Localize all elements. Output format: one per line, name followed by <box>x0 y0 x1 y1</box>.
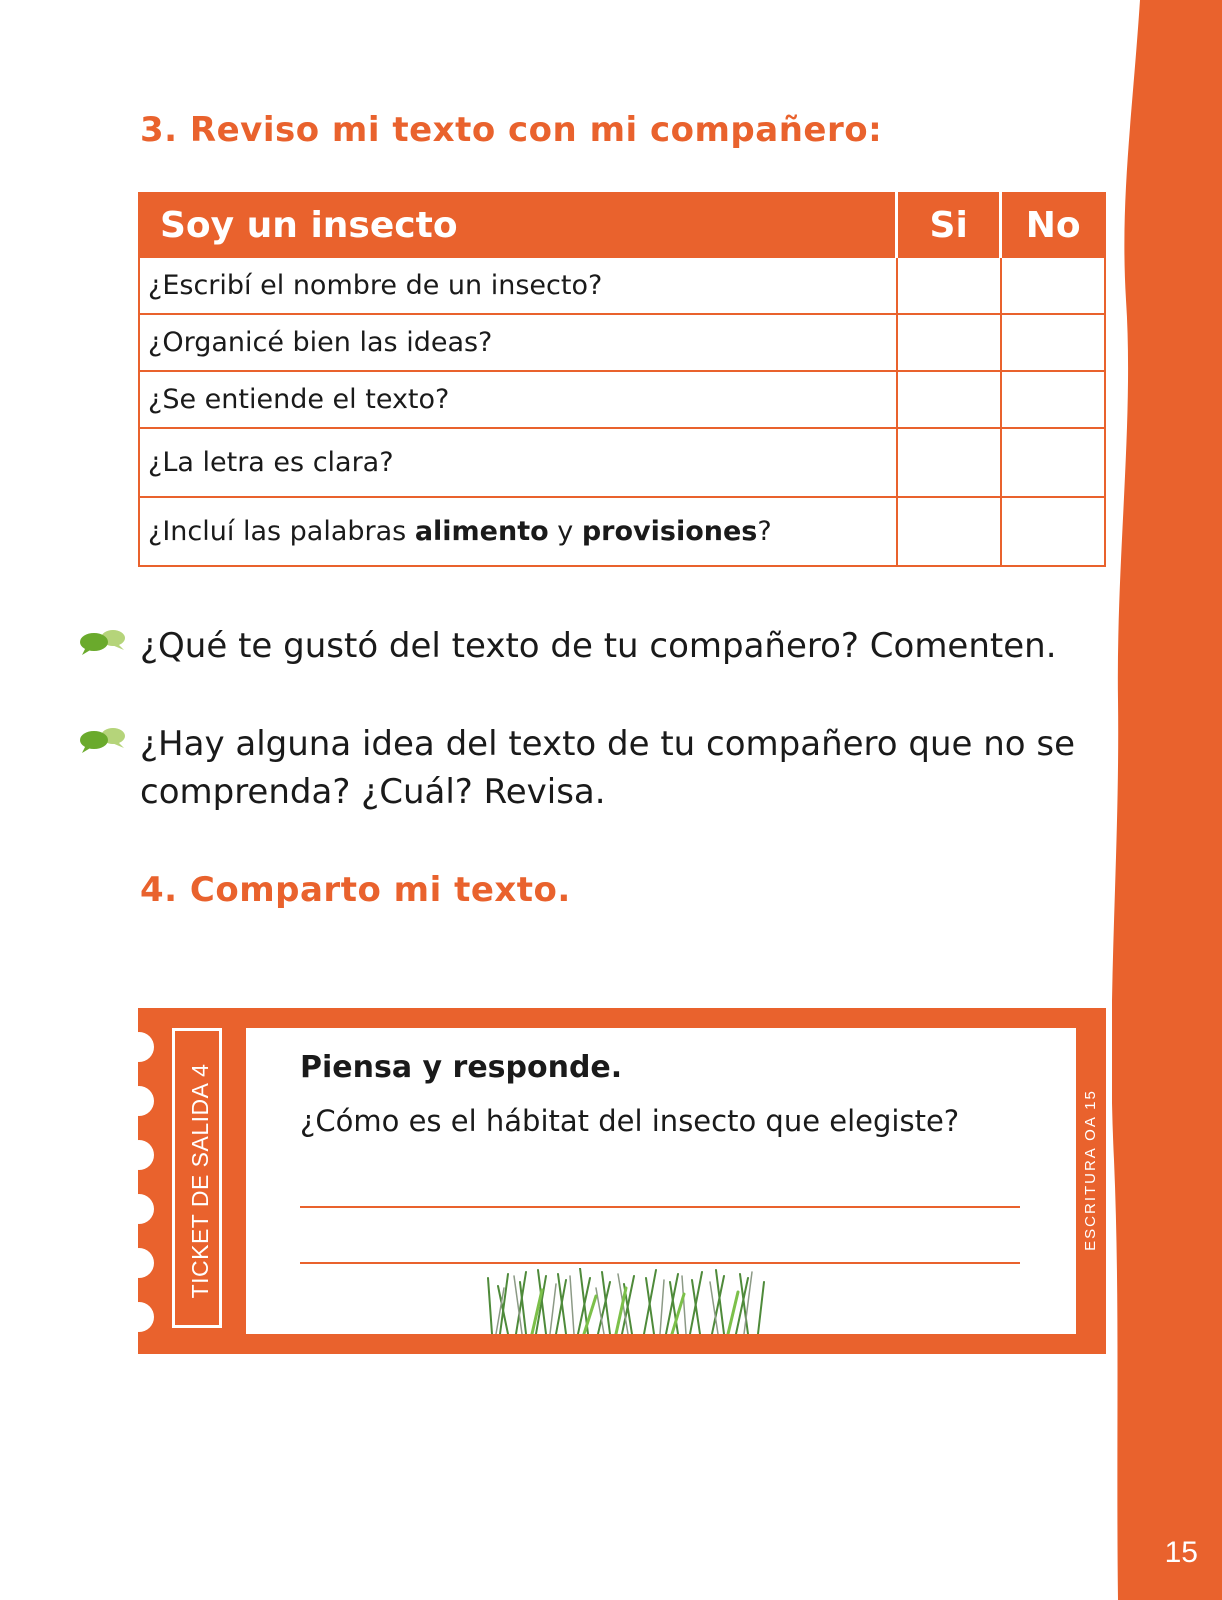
table-header-yes: Si <box>897 193 1001 257</box>
answer-yes-box[interactable] <box>897 257 1001 314</box>
table-row-question: ¿Organicé bien las ideas? <box>139 314 897 371</box>
ticket-perforation <box>124 1194 154 1224</box>
answer-no-box[interactable] <box>1001 314 1105 371</box>
table-row-question: ¿Se entiende el texto? <box>139 371 897 428</box>
table-header-row <box>139 193 1105 257</box>
ticket-side-tag-text: ESCRITURA OA 15 <box>1082 1089 1099 1251</box>
table-row-question: ¿Escribí el nombre de un insecto? <box>139 257 897 314</box>
ticket-content <box>246 1028 1076 1334</box>
ticket-perforation <box>124 1086 154 1116</box>
speech-bubbles-icon <box>78 726 128 756</box>
answer-no-box[interactable] <box>1001 371 1105 428</box>
table-row <box>139 371 1105 428</box>
discussion-prompt: ¿Hay alguna idea del texto de tu compañero que no se comprenda? ¿Cuál? Revisa. <box>140 724 1076 812</box>
answer-no-box[interactable] <box>1001 428 1105 497</box>
ticket-question: ¿Cómo es el hábitat del insecto que elegiste? <box>300 1104 960 1138</box>
answer-yes-box[interactable] <box>897 314 1001 371</box>
question-prefix: ¿Incluí las palabras <box>148 516 415 547</box>
table-row <box>139 497 1105 566</box>
ticket-title: Piensa y responde. <box>300 1050 623 1085</box>
ticket-side-tag <box>1076 1008 1106 1354</box>
discussion-prompt: ¿Qué te gustó del texto de tu compañero? Comenten. <box>140 626 1057 666</box>
exit-ticket <box>138 1008 1106 1354</box>
answer-yes-box[interactable] <box>897 371 1001 428</box>
page-number: 15 <box>1164 1536 1198 1569</box>
table-header-title: Soy un insecto <box>139 193 897 257</box>
ticket-label-box <box>172 1028 222 1328</box>
ticket-perforation <box>124 1302 154 1332</box>
table-header-no: No <box>1001 193 1105 257</box>
keyword-alimento: alimento <box>414 516 549 547</box>
table-row <box>139 257 1105 314</box>
table-row <box>139 428 1105 497</box>
checklist-table <box>138 192 1106 567</box>
section-4-title: 4. Comparto mi texto. <box>140 870 571 910</box>
grass-illustration <box>486 1268 766 1334</box>
speech-bubbles-icon <box>78 628 128 658</box>
answer-yes-box[interactable] <box>897 497 1001 566</box>
answer-no-box[interactable] <box>1001 497 1105 566</box>
section-3-title: 3. Reviso mi texto con mi compañero: <box>140 110 883 150</box>
table-row-question <box>139 497 897 566</box>
question-suffix: ? <box>757 516 772 547</box>
question-joiner: y <box>548 516 582 547</box>
orange-side-strip <box>1112 0 1222 1600</box>
ticket-perforation <box>124 1140 154 1170</box>
ticket-perforation <box>124 1032 154 1062</box>
ticket-perforation <box>124 1248 154 1278</box>
answer-line[interactable] <box>300 1262 1020 1264</box>
table-row-question: ¿La letra es clara? <box>139 428 897 497</box>
answer-line[interactable] <box>300 1206 1020 1208</box>
keyword-provisiones: provisiones <box>581 516 758 547</box>
answer-no-box[interactable] <box>1001 257 1105 314</box>
table-row <box>139 314 1105 371</box>
answer-yes-box[interactable] <box>897 428 1001 497</box>
ticket-label: TICKET DE SALIDA 4 <box>187 1063 213 1299</box>
